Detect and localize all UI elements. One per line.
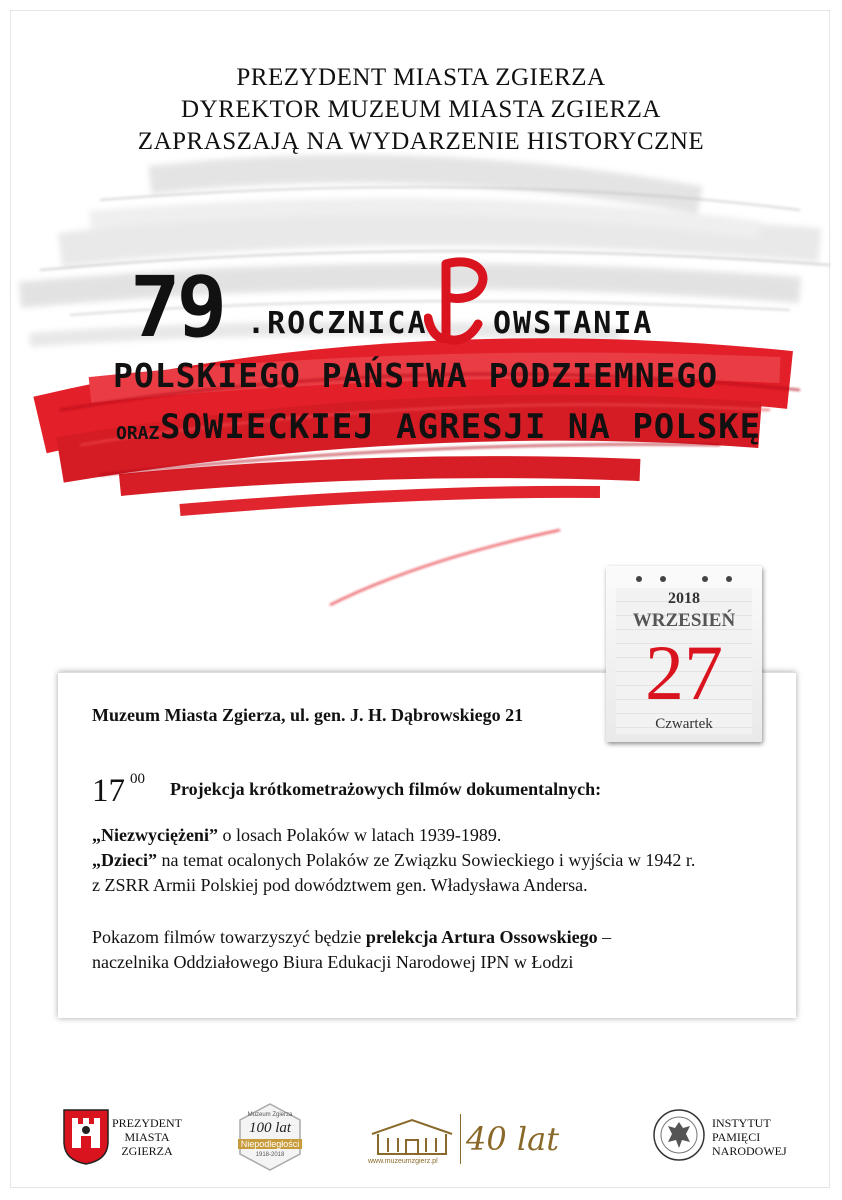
- badge-main: 100 lat: [248, 1120, 292, 1136]
- title-number: 79: [130, 258, 224, 356]
- calendar-day: 27: [645, 629, 723, 716]
- title-line-3-prefix: ORAZ: [116, 423, 160, 444]
- lecture-info: [92, 925, 611, 975]
- organizer-line-3: ZAPRASZAJĄ NA WYDARZENIE HISTORYCZNE: [137, 128, 705, 155]
- film-2-title: „Dzieci”: [92, 850, 157, 870]
- program-description: Projekcja krótkometrażowych filmów dokumentalnych:: [170, 779, 602, 799]
- president-logo-text: PREZYDENT MIASTA ZGIERZA: [112, 1116, 182, 1158]
- lecture-line-1: Pokazom filmów towarzyszyć będzie prelekcja Artura Ossowskiego –: [92, 927, 612, 947]
- calendar-card: [606, 566, 762, 742]
- calendar-year: 2018: [668, 590, 700, 607]
- program-minutes: 00: [130, 771, 145, 787]
- films-list: [92, 823, 695, 898]
- badge-sub: Niepodległości: [238, 1139, 302, 1149]
- film-1-desc: o losach Polaków w latach 1939-1989.: [217, 825, 502, 845]
- zgierz-coat-of-arms-icon: [62, 1108, 110, 1166]
- venue-address: Muzeum Miasta Zgierza, ul. gen. J. H. Dąbrowskiego 21: [92, 705, 524, 725]
- calendar-hole: [702, 576, 708, 582]
- film-1: [92, 823, 695, 848]
- badge-years: 1918-2018: [255, 1152, 285, 1158]
- museum-anniversary: 40 lat: [466, 1120, 560, 1158]
- title-line-2: POLSKIEGO PAŃSTWA PODZIEMNEGO: [113, 356, 719, 395]
- museum-divider: [460, 1114, 461, 1164]
- museum-building-icon: [368, 1112, 456, 1158]
- calendar-month: WRZESIEŃ: [632, 610, 736, 631]
- title-line-3: SOWIECKIEJ AGRESJI NA POLSKĘ: [160, 407, 762, 447]
- calendar-hole: [660, 576, 666, 582]
- title-word-powstania: OWSTANIA: [493, 306, 654, 341]
- calendar-hole: [636, 576, 642, 582]
- lecture-line-2: naczelnika Oddziałowego Biura Edukacji Narodowej IPN w Łodzi: [92, 952, 574, 972]
- kotwica-anchor-icon: [424, 250, 496, 350]
- museum-url[interactable]: www.muzeumzgierz.pl: [368, 1158, 438, 1165]
- film-2-desc-2: z ZSRR Armii Polskiej pod dowództwem gen. Władysława Andersa.: [92, 875, 588, 895]
- calendar-weekday: Czwartek: [655, 716, 713, 732]
- badge-top: Muzeum Zgierza: [247, 1112, 293, 1118]
- film-2-desc: na temat ocalonych Polaków ze Związku Sowieckiego i wyjścia w 1942 r.: [156, 850, 696, 870]
- calendar-hole: [726, 576, 732, 582]
- program-hour: 17: [92, 773, 125, 809]
- title-word-rocznica: .ROCZNICA: [247, 306, 428, 341]
- organizer-line-1: PREZYDENT MIASTA ZGIERZA: [236, 64, 606, 91]
- ipn-eagle-seal-icon: [652, 1108, 706, 1162]
- ipn-logo-text: INSTYTUT PAMIĘCI NARODOWEJ: [712, 1116, 787, 1158]
- film-1-title: „Niezwyciężeni”: [92, 825, 218, 845]
- organizer-line-2: DYREKTOR MUZEUM MIASTA ZGIERZA: [181, 96, 661, 123]
- film-2: [92, 848, 695, 873]
